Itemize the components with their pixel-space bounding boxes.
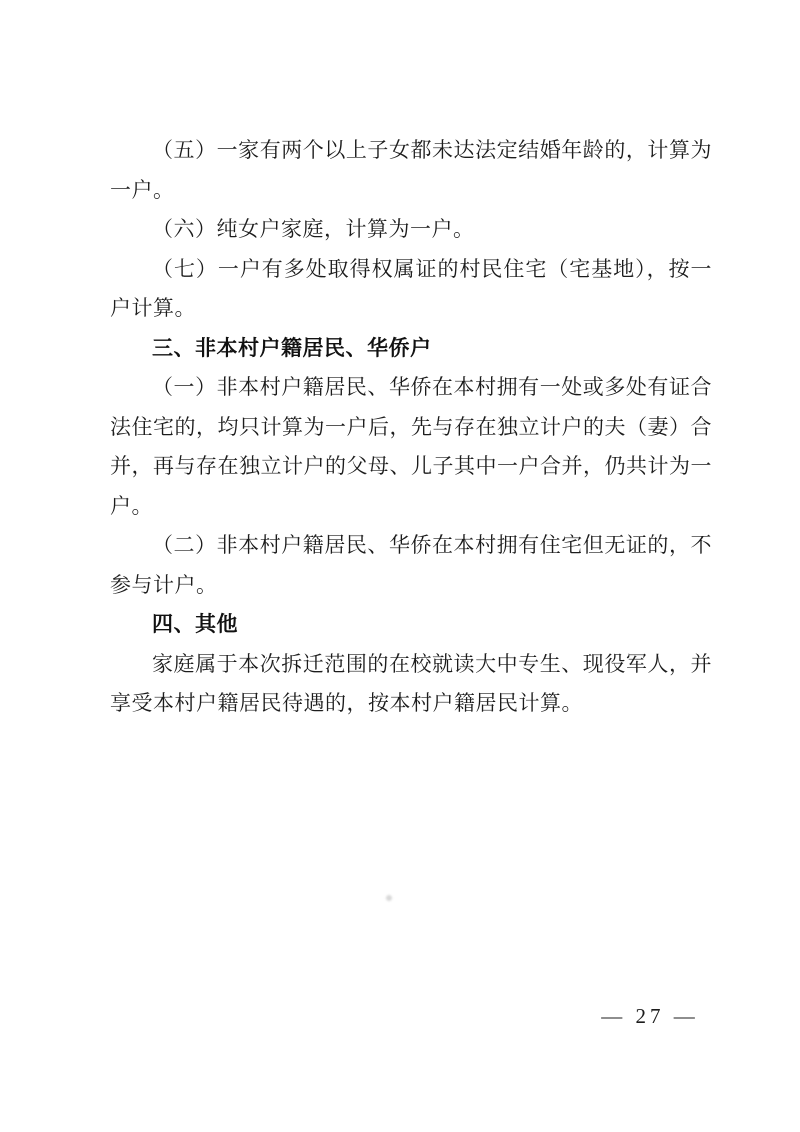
- scan-speck: [386, 895, 392, 901]
- section-heading-4: 四、其他: [152, 612, 238, 636]
- page-number: — 27 —: [601, 1004, 699, 1028]
- paragraph-item-6: （六）纯女户家庭，计算为一户。: [152, 217, 475, 241]
- paragraph-item-1: （一）非本村户籍居民、华侨在本村拥有一处或多处有证合法住宅的，均只计算为一户后，先与存在独立计户的夫（妻）合并，再与存在独立计户的父母、儿子其中一户合并，仍共计为一户。: [110, 375, 712, 518]
- paragraph-item-5: （五）一家有两个以上子女都未达法定结婚年龄的，计算为一户。: [110, 138, 712, 202]
- document-body: [110, 131, 712, 724]
- paragraph-other: 家庭属于本次拆迁范围的在校就读大中专生、现役军人，并享受本村户籍居民待遇的，按本村户籍居民计算。: [110, 651, 712, 715]
- paragraph-item-7: （七）一户有多处取得权属证的村民住宅（宅基地），按一户计算。: [110, 256, 712, 320]
- section-heading-3: 三、非本村户籍居民、华侨户: [152, 335, 432, 360]
- paragraph-item-2: （二）非本村户籍居民、华侨在本村拥有住宅但无证的，不参与计户。: [110, 533, 712, 597]
